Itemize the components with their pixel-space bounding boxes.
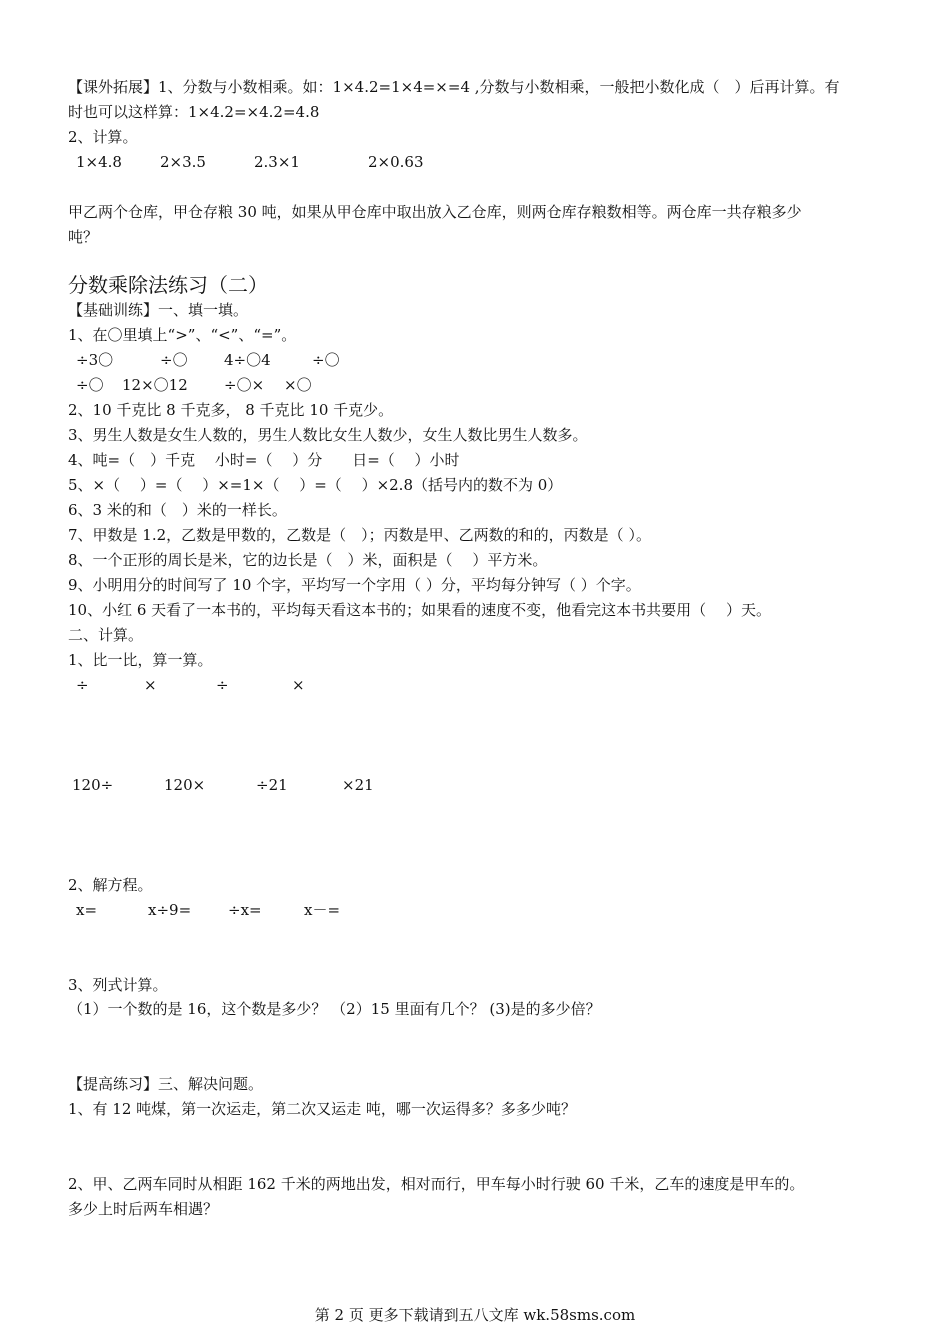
expression-title: 3、列式计算。 xyxy=(68,976,168,994)
question-6: 6、3 米的和（ ）米的一样长。 xyxy=(68,501,287,519)
problem-2-line-2: 多少上时后两车相遇？ xyxy=(68,1200,219,1218)
equation-item: x－= xyxy=(304,901,341,919)
compare-row-1 xyxy=(68,350,888,370)
compare-item: 4÷〇4 xyxy=(224,351,271,369)
question-7: 7、甲数是 1.2，乙数是甲数的，乙数是（ ）；丙数是甲、乙两数的和的，丙数是（ ）。 xyxy=(68,526,651,544)
equation-item: x÷9= xyxy=(148,901,192,919)
extension-line-1: 【课外拓展】1、分数与小数相乘。如：1×4.2=1×4=×=4 ,分数与小数相乘，一般把小数化成（ ）后再计算。有 xyxy=(68,78,840,96)
compare-item: ÷〇 xyxy=(76,376,104,394)
storage-problem-line-1: 甲乙两个仓库，甲仓存粮 30 吨，如果从甲仓库中取出放入乙仓库，则两仓库存粮数相等。两仓库一共存粮多少 xyxy=(68,203,802,221)
question-3: 3、男生人数是女生人数的，男生人数比女生人数少，女生人数比男生人数多。 xyxy=(68,426,588,444)
page-footer: 第 2 页 更多下载请到五八文库 wk.58sms.com xyxy=(314,1306,636,1324)
question-9: 9、小明用分的时间写了 10 个字，平均写一个字用（ ）分，平均每分钟写（ ）个字。 xyxy=(68,576,641,594)
compare-calc-item: ×21 xyxy=(342,776,374,794)
equation-item: x= xyxy=(76,901,98,919)
calc-items-row xyxy=(68,152,888,172)
question-5: 5、×（ ）=（ ）×=1×（ ）=（ ）×2.8（括号内的数不为 0） xyxy=(68,476,563,494)
compare-item: ÷〇 xyxy=(312,351,340,369)
basic-heading: 【基础训练】一、填一填。 xyxy=(68,301,249,319)
compare-calc-item: ÷21 xyxy=(256,776,288,794)
compare-calc-title: 1、比一比，算一算。 xyxy=(68,651,213,669)
compare-item: 12×〇12 xyxy=(122,376,188,394)
compare-calc-item: ÷ xyxy=(216,676,229,694)
compare-item: ÷〇 xyxy=(160,351,188,369)
calc-item: 2.3×1 xyxy=(254,153,300,171)
problem-2-line-1: 2、甲、乙两车同时从相距 162 千米的两地出发，相对而行，甲车每小时行驶 60 千米，乙车的速度是甲车的。 xyxy=(68,1175,805,1193)
problem-1: 1、有 12 吨煤，第一次运走，第二次又运走 吨，哪一次运得多？多多少吨？ xyxy=(68,1100,576,1118)
calc-item: 2×0.63 xyxy=(368,153,424,171)
section-title: 分数乘除法练习（二） xyxy=(68,273,268,297)
compare-item: ×〇 xyxy=(284,376,312,394)
compare-calc-item: ÷ xyxy=(76,676,89,694)
equations-row xyxy=(68,900,888,920)
extension-line-2: 时也可以这样算：1×4.2=×4.2=4.8 xyxy=(68,103,320,121)
compare-calc-row-1 xyxy=(68,675,888,695)
calc-heading: 二、计算。 xyxy=(68,626,144,644)
equation-item: ÷x= xyxy=(228,901,262,919)
question-1: 1、在〇里填上“>”、“<”、“=”。 xyxy=(68,326,297,344)
calc-item: 1×4.8 xyxy=(76,153,122,171)
equation-title: 2、解方程。 xyxy=(68,876,153,894)
question-8: 8、一个正形的周长是米，它的边长是（ ）米，面积是（ ）平方米。 xyxy=(68,551,548,569)
compare-item: ÷〇× xyxy=(224,376,265,394)
compare-row-2 xyxy=(68,375,888,395)
question-10: 10、小红 6 天看了一本书的，平均每天看这本书的；如果看的速度不变，他看完这本书共要用（ ）天。 xyxy=(68,601,771,619)
question-2: 2、10 千克比 8 千克多， 8 千克比 10 千克少。 xyxy=(68,401,394,419)
compare-calc-item: × xyxy=(144,676,157,694)
compare-calc-item: 120÷ xyxy=(72,776,114,794)
question-4: 4、吨=（ ）千克 小时=（ ）分 日=（ ）小时 xyxy=(68,451,460,469)
compare-calc-row-2 xyxy=(68,775,888,795)
expression-line: （1）一个数的是 16，这个数是多少？ （2）15 里面有几个？ (3)是的多少倍？ xyxy=(68,1000,601,1018)
compare-item: ÷3〇 xyxy=(76,351,114,369)
calc-item: 2×3.5 xyxy=(160,153,206,171)
storage-problem-line-2: 吨？ xyxy=(68,228,99,246)
compare-calc-item: × xyxy=(292,676,305,694)
compare-calc-item: 120× xyxy=(164,776,206,794)
calc-title: 2、计算。 xyxy=(68,128,138,146)
advanced-heading: 【提高练习】三、解决问题。 xyxy=(68,1075,264,1093)
